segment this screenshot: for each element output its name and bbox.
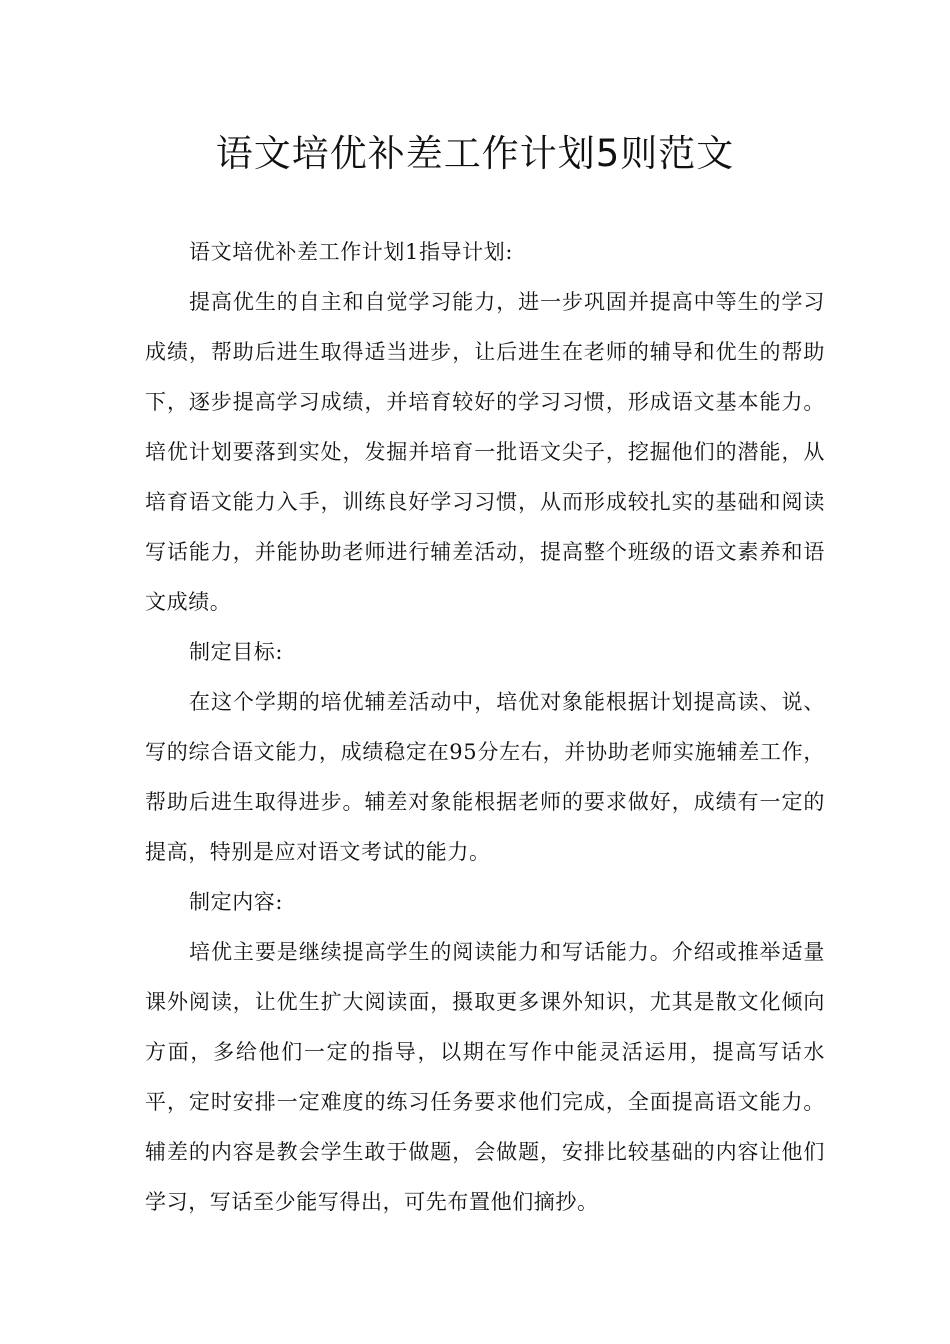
paragraph-content-heading: 制定内容: [189,890,284,914]
paragraph-goals-heading: 制定目标: [189,640,284,664]
document-body [145,227,825,1227]
paragraph-content: 培优主要是继续提高学生的阅读能力和写话能力。介绍或推举适量课外阅读，让优生扩大阅读面，摄取更多课外知识，尤其是散文化倾向方面，多给他们一定的指导，以期在写作中能灵活运用，提高写话水平，定时安排一定难度的练习任务要求他们完成，全面提高语文能力。辅差的内容是教会学生敢于做题，会做题，安排比较基础的内容让他们学习，写话至少能写得出，可先布置他们摘抄。 [145,940,825,1214]
paragraph-goals: 在这个学期的培优辅差活动中，培优对象能根据计划提高读、说、写的综合语文能力，成绩稳定在95分左右，并协助老师实施辅差工作，帮助后进生取得进步。辅差对象能根据老师的要求做好，成绩有一定的提高，特别是应对语文考试的能力。 [145,690,825,864]
paragraph-guidance: 提高优生的自主和自觉学习能力，进一步巩固并提高中等生的学习成绩，帮助后进生取得适当进步，让后进生在老师的辅导和优生的帮助下，逐步提高学习成绩，并培育较好的学习习惯，形成语文基本能力。培优计划要落到实处，发掘并培育一批语文尖子，挖掘他们的潜能，从培育语文能力入手，训练良好学习习惯，从而形成较扎实的基础和阅读写话能力，并能协助老师进行辅差活动，提高整个班级的语文素养和语文成绩。 [145,290,825,614]
paragraph-plan-heading: 语文培优补差工作计划1指导计划: [189,240,514,264]
document-title: 语文培优补差工作计划5则范文 [215,132,735,175]
